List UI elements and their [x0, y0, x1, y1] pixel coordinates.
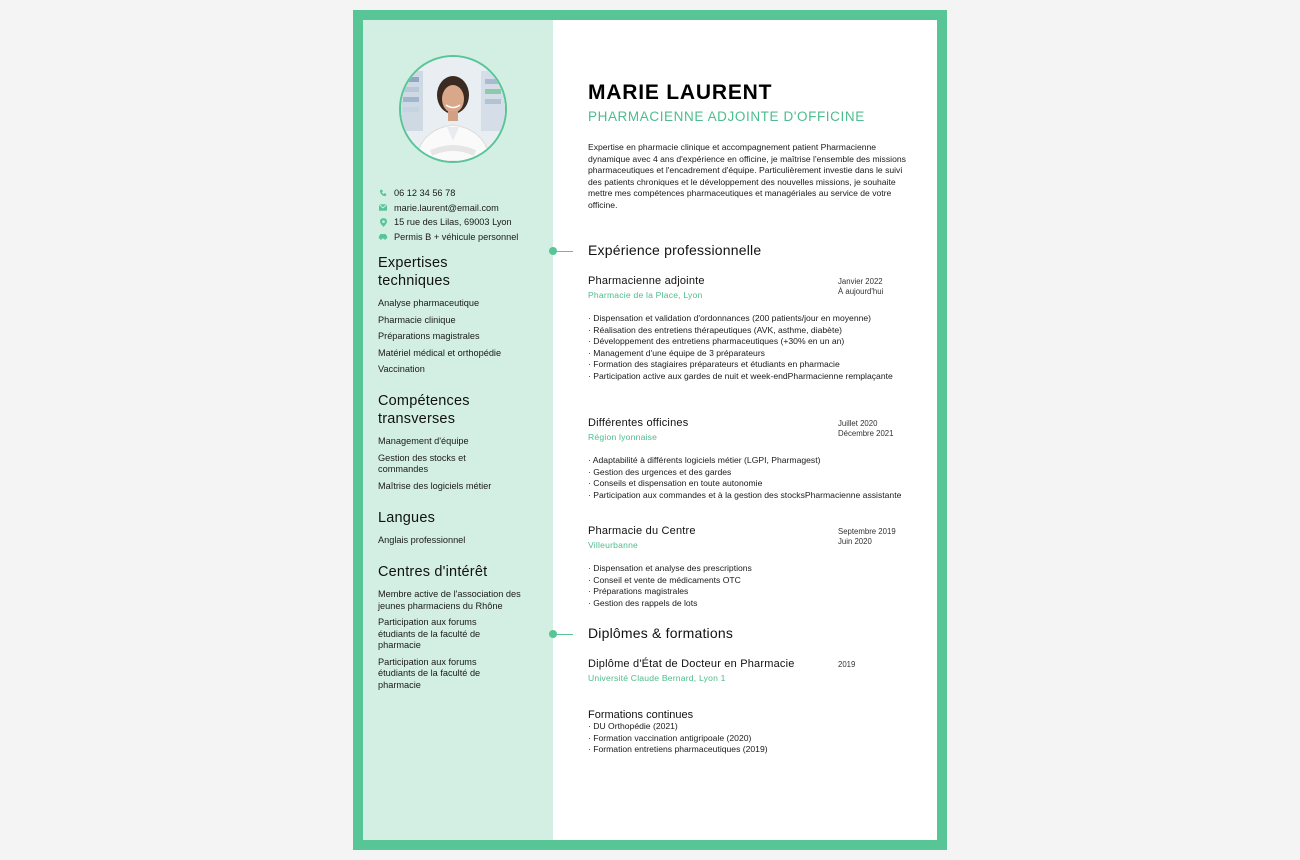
expertise-item: Vaccination — [378, 364, 425, 374]
education-heading: Diplômes & formations — [588, 625, 734, 641]
job-date-end: À aujourd'hui — [838, 287, 884, 296]
experience-connector — [549, 247, 573, 255]
contact-license-text: Permis B + véhicule personnel — [394, 231, 519, 242]
contact-email-text: marie.laurent@email.com — [394, 202, 499, 213]
job-entry — [588, 525, 918, 609]
continuing-item: · DU Orthopédie (2021) — [588, 721, 918, 733]
job-date-start: Juillet 2020 — [838, 419, 878, 428]
competence-item: Management d'équipe — [378, 436, 469, 446]
job-date-start: Janvier 2022 — [838, 277, 883, 286]
expertises-heading: Expertises techniques — [378, 255, 451, 289]
contact-license — [378, 230, 548, 245]
job-bullet: · Préparations magistrales — [588, 586, 918, 598]
profile-photo-image — [401, 57, 505, 161]
job-employer: Pharmacie de la Place, Lyon — [588, 290, 703, 300]
degree-entry — [588, 658, 918, 683]
job-bullet: · Participation aux commandes et à la gestion des stocksPharmacienne assistante — [588, 490, 918, 502]
expertises-section — [378, 254, 543, 381]
degree-title: Diplôme d'État de Docteur en Pharmacie — [588, 658, 795, 670]
continuing-item: · Formation entretiens pharmaceutiques (2019) — [588, 744, 918, 756]
profile-summary: Expertise en pharmacie clinique et accompagnement patient Pharmacienne dynamique avec 4 ans d'expérience en officine, je maîtrise l'ensemble des missions pharmaceutiques et l'encadrement d'équipe. Particulièrement investie dans le suivi des patients chroniques et le développement des nouvelles missions, je souhaite mettre mes compétences pharmaceutiques et managériales au service de votre officine. — [588, 142, 906, 210]
degree-school: Université Claude Bernard, Lyon 1 — [588, 673, 726, 683]
job-bullets — [588, 563, 918, 609]
location-icon — [378, 218, 388, 227]
job-entry — [588, 275, 918, 382]
job-bullet: · Réalisation des entretiens thérapeutiques (AVK, asthme, diabète) — [588, 325, 918, 337]
continuing-item: · Formation vaccination antigripoale (2020) — [588, 733, 918, 745]
job-bullet: · Adaptabilité à différents logiciels métier (LGPI, Pharmagest) — [588, 455, 918, 467]
job-bullet: · Dispensation et analyse des prescriptions — [588, 563, 918, 575]
interets-heading: Centres d'intérêt — [378, 564, 488, 580]
job-bullets — [588, 313, 918, 382]
contact-address-text: 15 rue des Lilas, 69003 Lyon — [394, 217, 512, 228]
job-title: Différentes officines — [588, 417, 689, 429]
job-bullet: · Gestion des urgences et des gardes — [588, 467, 918, 479]
job-employer: Région lyonnaise — [588, 432, 658, 442]
expertise-item: Matériel médical et orthopédie — [378, 347, 502, 358]
langues-section — [378, 509, 543, 552]
langues-heading: Langues — [378, 510, 436, 526]
contact-address — [378, 215, 548, 230]
car-icon — [378, 233, 388, 240]
phone-icon — [378, 189, 388, 197]
expertise-item: Préparations magistrales — [378, 331, 480, 341]
job-date-end: Juin 2020 — [838, 537, 872, 546]
contact-phone-text: 06 12 34 56 78 — [394, 188, 456, 199]
expertise-item: Pharmacie clinique — [378, 314, 456, 325]
job-bullet: · Conseil et vente de médicaments OTC — [588, 575, 918, 587]
job-bullet: · Participation active aux gardes de nuit et week-endPharmacienne remplaçante — [588, 371, 918, 383]
competence-item: Maîtrise des logiciels métier — [378, 480, 492, 491]
contact-list — [378, 186, 548, 244]
langue-item: Anglais professionnel — [378, 535, 466, 545]
contact-phone[interactable] — [378, 186, 548, 201]
job-date-start: Septembre 2019 — [838, 527, 896, 536]
continuing-education — [588, 709, 918, 756]
competences-heading: Compétences transverses — [378, 393, 470, 427]
job-bullet: · Formation des stagiaires préparateurs et étudiants en pharmacie — [588, 359, 918, 371]
interet-item: Participation aux forums étudiants de la faculté de pharmacie — [378, 656, 481, 690]
expertise-item: Analyse pharmaceutique — [378, 298, 480, 308]
education-connector — [549, 630, 573, 638]
job-dates — [838, 419, 893, 439]
degree-date: 2019 — [838, 660, 856, 669]
job-bullet: · Développement des entretiens pharmaceutiques (+30% en un an) — [588, 336, 918, 348]
resume-inner — [363, 20, 937, 840]
resume-page — [353, 10, 947, 850]
job-bullet: · Conseils et dispensation en toute autonomie — [588, 478, 918, 490]
job-bullets — [588, 455, 918, 501]
job-date-end: Décembre 2021 — [838, 429, 894, 438]
interets-section — [378, 563, 543, 696]
profile-photo — [399, 55, 507, 163]
job-bullet: · Management d'une équipe de 3 préparateurs — [588, 348, 918, 360]
interet-item: Membre active de l'association des jeunes pharmaciens du Rhône — [378, 589, 521, 611]
contact-email[interactable] — [378, 201, 548, 216]
job-dates — [838, 527, 896, 547]
email-icon — [378, 204, 388, 211]
job-dates — [838, 277, 883, 297]
job-employer: Villeurbanne — [588, 540, 639, 550]
candidate-name: MARIE LAURENT — [588, 81, 773, 104]
continuing-title: Formations continues — [588, 709, 694, 721]
experience-heading: Expérience professionnelle — [588, 242, 762, 258]
candidate-title: PHARMACIENNE ADJOINTE D'OFFICINE — [588, 109, 865, 124]
interet-item: Participation aux forums étudiants de la faculté de pharmacie — [378, 617, 481, 650]
job-bullet: · Dispensation et validation d'ordonnances (200 patients/jour en moyenne) — [588, 313, 918, 325]
job-title: Pharmacie du Centre — [588, 525, 696, 537]
sidebar — [363, 20, 553, 840]
competences-section — [378, 392, 543, 497]
job-entry — [588, 417, 918, 501]
job-bullet: · Gestion des rappels de lots — [588, 598, 918, 610]
competence-item: Gestion des stocks et commandes — [378, 452, 466, 474]
job-title: Pharmacienne adjointe — [588, 275, 705, 287]
